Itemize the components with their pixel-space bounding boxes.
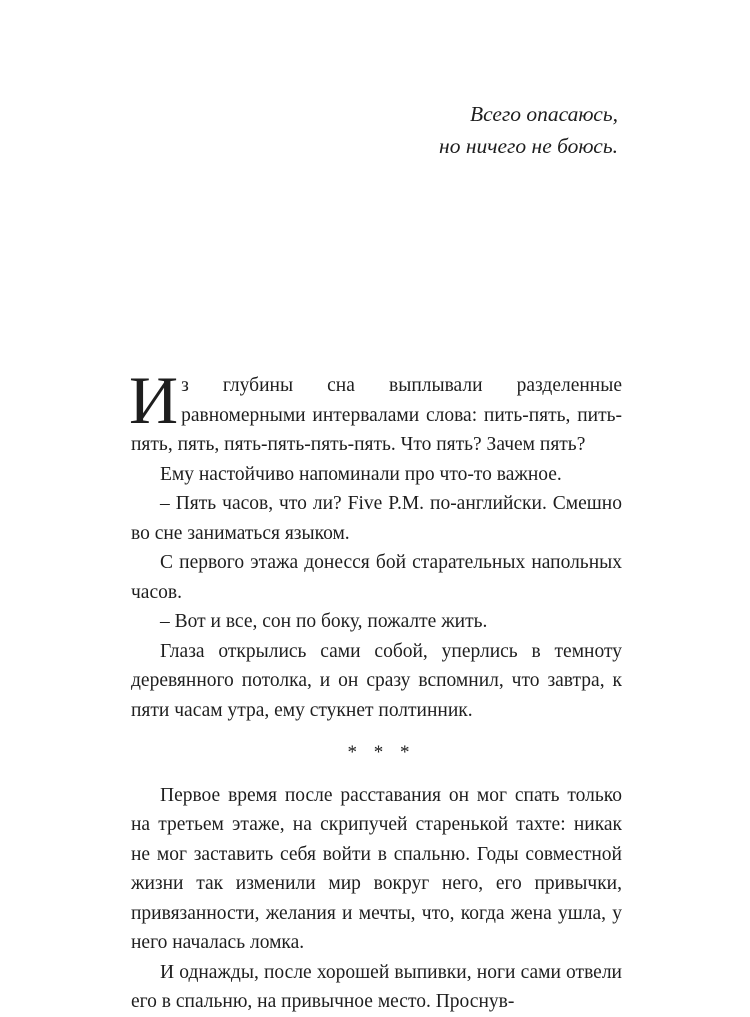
epigraph-line-2: но ничего не боюсь. [439,134,618,158]
paragraph-4: С первого этажа донесся бой старательных напольных часов. [131,552,622,603]
paragraph-2: Ему настойчиво напоминали про что-то важное. [160,463,562,485]
paragraph-5: – Вот и все, сон по боку, пожалте жить. [160,611,488,632]
chapter-text [129,362,622,1017]
drop-cap: И [129,362,179,438]
paragraph-3: – Пять часов, что ли? Five P.M. по-английски. Смешно во сне заниматься языком. [131,493,622,544]
epigraph [439,98,618,162]
epigraph-line-1: Всего опасаюсь, [469,102,618,126]
paragraph-7: Первое время после расставания он мог спать только на третьем этаже, на скрипучей старенькой тахте: никак не мог заставить себя войти в спальню. Годы совместной жизни так изменили мир вокруг него, его привычки, привязанности, желания и мечты, что, когда жена ушла, у него началась ломка. [131,784,622,953]
paragraph-1-text: з глубины сна выплывали разделенные равномерными интервалами слова: пить-пять, пить-пять, пять, пять-пять-пять-пять. Что пять? Зачем пять? [131,375,622,455]
paragraph-8: И однажды, после хорошей выпивки, ноги сами отвели его в спальню, на привычное место. Проснув- [131,961,622,1012]
section-separator: * * * [347,742,416,763]
paragraph-1 [129,362,622,460]
paragraph-6: Глаза открылись сами собой, уперлись в темноту деревянного потолка, и он сразу вспомнил, что завтра, к пяти часам утра, ему стукнет полтинник. [131,640,622,721]
